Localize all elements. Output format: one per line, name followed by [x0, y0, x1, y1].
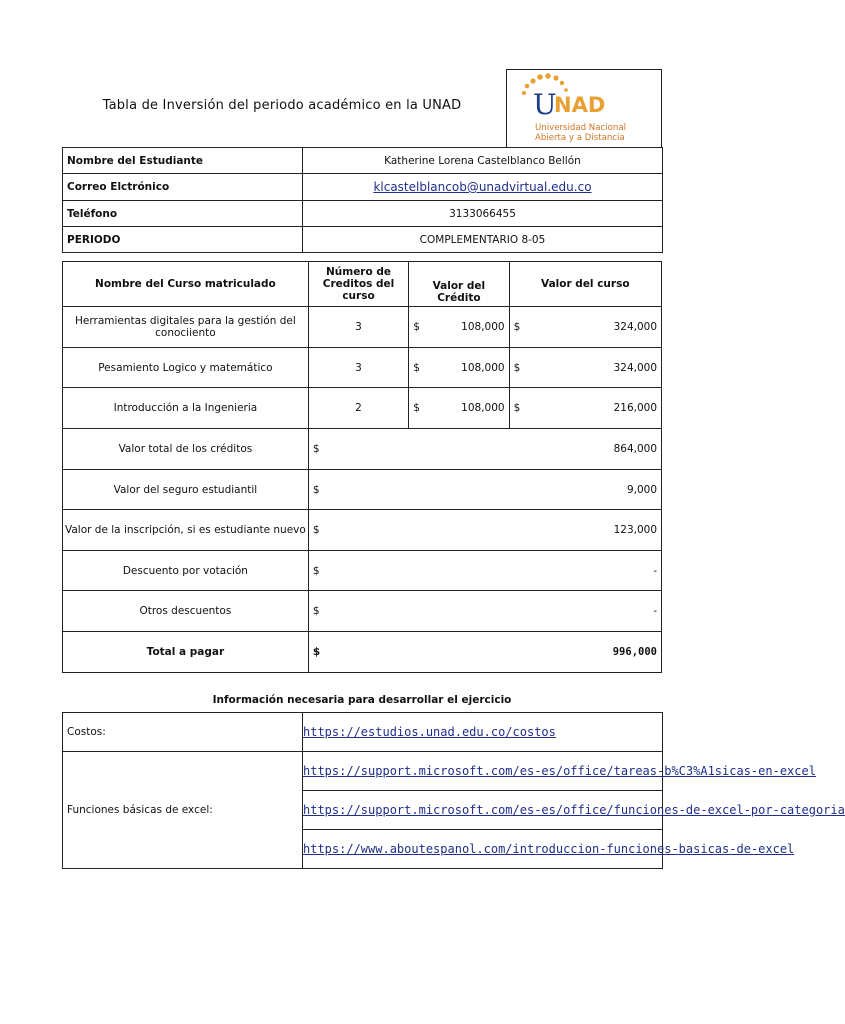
- student-row: [63, 201, 663, 227]
- summary-label: Valor del seguro estudiantil: [63, 470, 309, 510]
- total-value: 996,000: [612, 646, 657, 658]
- course-header: Nombre del Curso matriculado: [63, 262, 309, 307]
- summary-row: [63, 551, 662, 591]
- currency-symbol: $: [312, 443, 320, 455]
- course-row: [63, 348, 662, 388]
- credit-value: 108,000: [461, 402, 505, 414]
- student-label: Teléfono: [63, 201, 303, 227]
- credit-value: 108,000: [461, 321, 505, 333]
- info-table: [62, 712, 845, 869]
- summary-row: [63, 591, 662, 632]
- course-name: Herramientas digitales para la gestión del conociiento: [63, 307, 309, 348]
- student-label: Correo Elctrónico: [63, 174, 303, 201]
- student-row: [63, 174, 663, 201]
- summary-label: Otros descuentos: [63, 591, 309, 632]
- currency-symbol: $: [312, 564, 320, 577]
- course-row: [63, 388, 662, 429]
- course-name: Introducción a la Ingenieria: [63, 388, 309, 429]
- student-row: [63, 227, 663, 253]
- email-link[interactable]: klcastelblancob@unadvirtual.edu.co: [373, 180, 592, 194]
- page-title: Tabla de Inversión del periodo académico en la UNAD: [102, 98, 462, 113]
- courses-header-row: [63, 262, 662, 307]
- course-value-header: Valor del curso: [509, 262, 661, 307]
- student-label: Nombre del Estudiante: [63, 148, 303, 174]
- course-value: 324,000: [613, 321, 657, 333]
- course-value: 324,000: [613, 361, 657, 374]
- svg-text:U: U: [533, 88, 557, 121]
- summary-row: [63, 510, 662, 551]
- currency-symbol: $: [312, 605, 320, 617]
- student-value: Katherine Lorena Castelblanco Bellón: [303, 148, 663, 174]
- info-row: [63, 752, 663, 791]
- summary-value: 123,000: [613, 524, 657, 536]
- courses-table: [62, 261, 662, 673]
- info-row: [63, 713, 663, 752]
- currency-symbol: $: [413, 402, 420, 414]
- student-value: 3133066455: [303, 201, 663, 227]
- logo-subtitle-2: Abierta y a Distancia: [535, 133, 625, 143]
- excel-link[interactable]: https://support.microsoft.com/es-es/office/tareas-b%C3%A1sicas-en-excel: [303, 764, 816, 778]
- currency-symbol: $: [312, 524, 320, 536]
- currency-symbol: $: [513, 321, 521, 333]
- excel-link[interactable]: https://support.microsoft.com/es-es/office/funciones-de-excel-por-categoria: [303, 803, 845, 817]
- credit-value-header: Valor del Crédito: [409, 262, 509, 307]
- unad-logo-icon: [513, 73, 657, 129]
- summary-row: [63, 470, 662, 510]
- currency-symbol: $: [513, 402, 521, 414]
- summary-row: [63, 429, 662, 470]
- info-title: Información necesaria para desarrollar el ejercicio: [212, 694, 512, 706]
- summary-value: -: [653, 605, 657, 617]
- currency-symbol: $: [513, 361, 521, 374]
- costs-label: Costos:: [63, 713, 303, 752]
- unad-logo: [506, 69, 662, 148]
- currency-symbol: $: [413, 361, 420, 374]
- currency-symbol: $: [312, 646, 321, 658]
- student-row: [63, 148, 663, 174]
- credit-value: 108,000: [461, 361, 505, 374]
- student-label: PERIODO: [63, 227, 303, 253]
- total-label: Total a pagar: [63, 632, 309, 673]
- total-row: [63, 632, 662, 673]
- student-value: COMPLEMENTARIO 8-05: [303, 227, 663, 253]
- course-name: Pesamiento Logico y matemático: [63, 348, 309, 388]
- currency-symbol: $: [413, 321, 420, 333]
- credits-header: Número de Creditos del curso: [308, 262, 408, 307]
- currency-symbol: $: [312, 483, 320, 496]
- course-credits: 3: [308, 348, 408, 388]
- logo-subtitle-1: Universidad Nacional: [535, 123, 626, 133]
- course-credits: 2: [308, 388, 408, 429]
- student-info-table: [62, 147, 663, 253]
- summary-value: -: [653, 564, 657, 577]
- course-value: 216,000: [613, 402, 657, 414]
- summary-label: Valor de la inscripción, si es estudiante nuevo: [63, 510, 309, 551]
- summary-label: Descuento por votación: [63, 551, 309, 591]
- course-row: [63, 307, 662, 348]
- summary-label: Valor total de los créditos: [63, 429, 309, 470]
- course-credits: 3: [308, 307, 408, 348]
- excel-label: Funciones básicas de excel:: [63, 752, 303, 869]
- summary-value: 864,000: [613, 443, 657, 455]
- excel-link[interactable]: https://www.aboutespanol.com/introduccion-funciones-basicas-de-excel: [303, 842, 795, 856]
- summary-value: 9,000: [626, 483, 657, 496]
- svg-text:NAD: NAD: [554, 93, 606, 117]
- costs-link[interactable]: https://estudios.unad.edu.co/costos: [303, 725, 556, 739]
